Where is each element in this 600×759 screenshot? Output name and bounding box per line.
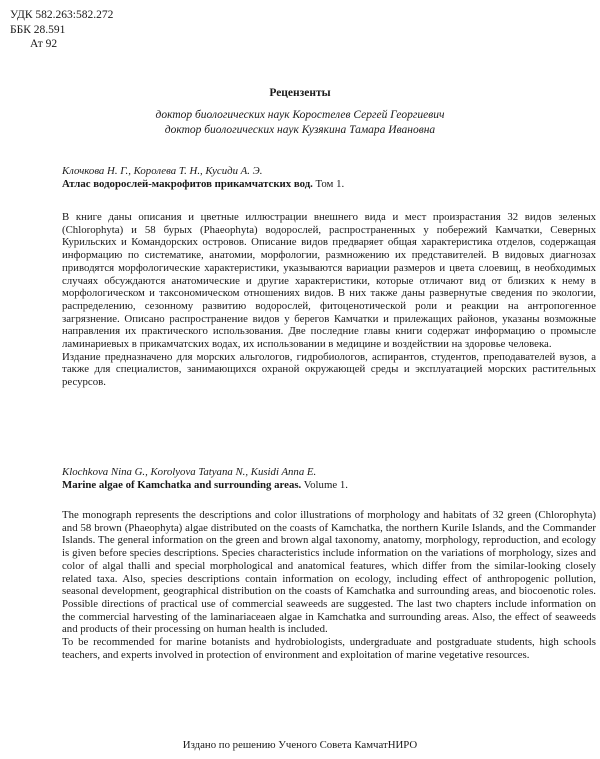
russian-paragraph-1 bbox=[62, 211, 596, 351]
russian-authors: Клочкова Н. Г., Королева Т. Н., Кусиди А. Э. bbox=[62, 165, 263, 177]
russian-title-line bbox=[62, 178, 596, 191]
russian-paragraph-1-text: В книге даны описания и цветные иллюстрации внешнего вида и мест произрастания 32 видов зеленых (Chlorophyta) и 58 бурых (Phaeophyta) водорослей, распространенных у побережий Камчатки, Северных Курильских и Командорских островов. Описание видов предваряет общая характеристика отделов, содержащая информацию по систематике, анатомии, морфологии, размножению их представителей. В видовых диагнозах приводятся морфологические характеристики, указываются вариации размеров и цвета слоевищ, в необходимых случаях обсуждаются анатомические и другие характеристики, которые отличают вид от близких к нему в морфологическом и таксономическом отношениях видов. В них также даны развернутые сведения по экологии, распределению, сезонному развитию водорослей, фитоценотической роли и реакции на антропогенное загрязнение. Описано распространение видов у берегов Камчатки и прилежащих районов, указаны возможные направления их практического использования. Две последние главы книги содержат информацию о промысле ламинариевых в прикамчатских водах, их использовании в медицине и воздействии на здоровье человека. bbox=[62, 211, 596, 351]
english-paragraph-2 bbox=[62, 636, 596, 661]
english-citation bbox=[62, 466, 596, 491]
russian-paragraph-2-text: Издание предназначено для морских альгологов, гидробиологов, аспирантов, студентов, преподавателей вузов, а также для специалистов, занимающихся охраной окружающей среды и эксплуатацией морских растительных ресурсов. bbox=[62, 350, 596, 389]
bbk-code: ББК 28.591 bbox=[10, 23, 66, 36]
english-book-title: Marine algae of Kamchatka and surrounding areas. bbox=[62, 478, 302, 491]
russian-citation bbox=[62, 165, 596, 190]
classification-block bbox=[10, 8, 113, 52]
english-title-line bbox=[62, 479, 596, 492]
publisher-imprint: Издано по решению Ученого Совета КамчатНИРО bbox=[182, 739, 418, 751]
english-abstract bbox=[62, 509, 596, 661]
reviewers-block bbox=[0, 86, 600, 138]
russian-volume: Том 1. bbox=[312, 177, 345, 190]
english-volume: Volume 1. bbox=[301, 478, 348, 491]
russian-book-title: Атлас водорослей-макрофитов прикамчатских вод. bbox=[62, 177, 313, 190]
russian-paragraph-2 bbox=[62, 351, 596, 389]
english-paragraph-1 bbox=[62, 509, 596, 636]
reviewer-1: доктор биологических наук Коростелев Сергей Георгиевич bbox=[155, 109, 445, 121]
author-mark: Ат 92 bbox=[30, 38, 58, 50]
english-paragraph-2-text: To be recommended for marine botanists and hydrobiologists, undergraduate and postgraduate students, high schools teachers, and experts involved in protection of environment and exploitation of marine vegetative resources. bbox=[62, 636, 596, 661]
reviewers-heading: Рецензенты bbox=[269, 87, 331, 99]
russian-abstract bbox=[62, 211, 596, 389]
english-authors: Klochkova Nina G., Korolyova Tatyana N., Kusidi Anna E. bbox=[62, 466, 317, 478]
english-paragraph-1-text: The monograph represents the descriptions and color illustrations of morphology and habitats of 32 green (Chlorophyta) and 58 brown (Phaeophyta) algae distributed on the coasts of Kamchatka, the northern Kurile Islands, and the Commander Islands. The general information on the green and brown algal taxonomy, anatomy, morphology, reproduction, and ecology is given before species descriptions. Species characteristics include information on the variations of morphology, sizes and color of algal thalli and special morphological and anatomical features, which differ from the similar-looking closely related taxa. Also, species descriptions contain information on ecology, including effect of anthropogenic pollution, seasonal development, geographical distribution on the coasts of Kamchatka and surrounding areas, and biocoenotic roles. Possible directions of practical use of commercial seaweeds are suggested. The last two chapters include information on the commercial harvesting of the laminariaceaen algae in Kamchatka and surrounding areas. Also, the effect of seaweeds and products of their processing on human health is included. bbox=[62, 509, 596, 636]
udk-code: УДК 582.263:582.272 bbox=[10, 9, 114, 21]
reviewer-2: доктор биологических наук Кузякина Тамара Ивановна bbox=[164, 124, 436, 136]
